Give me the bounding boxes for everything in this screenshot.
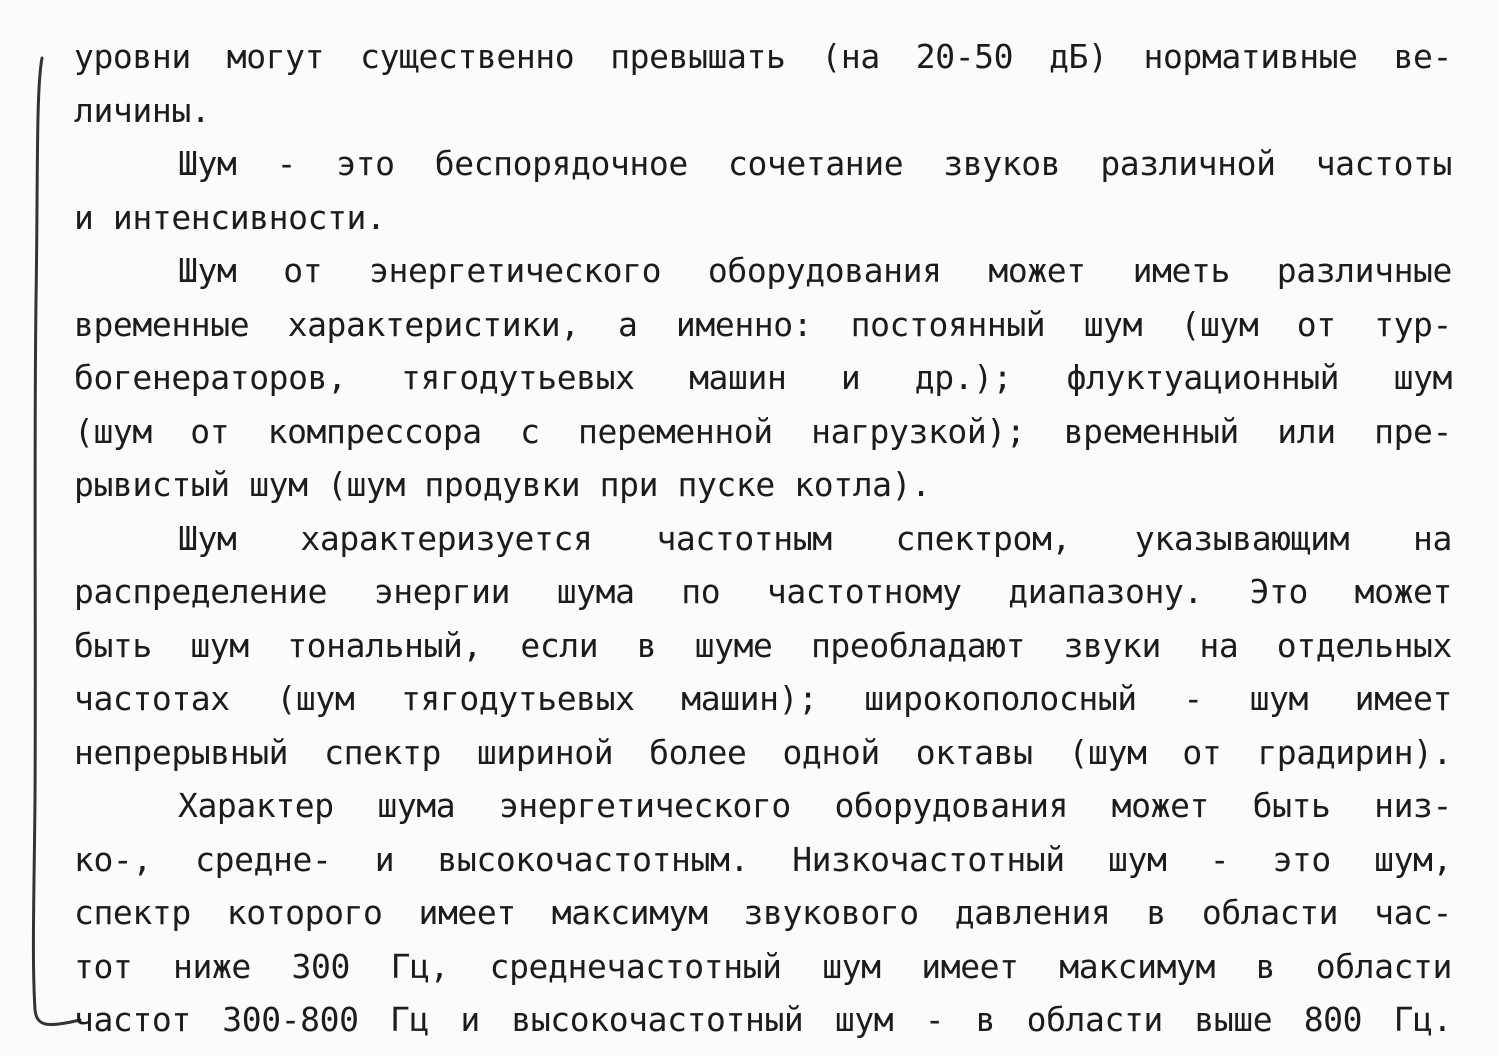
text-line: быть шум тональный, если в шуме преобладают звуки на отдельных bbox=[74, 625, 1452, 665]
text-line: уровни могут существенно превышать (на 20-50 дБ) нормативные ве- bbox=[74, 37, 1452, 76]
text-line: временные характеристики, а именно: постоянный шум (шум от тур- bbox=[74, 304, 1452, 344]
text-line: распределение энергии шума по частотному диапазону. Это может bbox=[74, 572, 1452, 611]
text-line: рывистый шум (шум продувки при пуске котла). bbox=[74, 465, 931, 504]
text-line: частот 300-800 Гц и высокочастотный шум - в области выше 800 Гц. bbox=[74, 1000, 1452, 1039]
text-line: (шум от компрессора с переменной нагрузкой); временный или пре- bbox=[74, 411, 1452, 451]
text-line: и интенсивности. bbox=[74, 197, 386, 237]
body-text bbox=[74, 30, 1452, 1047]
text-line: Характер шума энергетического оборудования может быть низ- bbox=[178, 786, 1452, 825]
text-line: Шум характеризуется частотным спектром, указывающим на bbox=[178, 518, 1452, 558]
text-line: тот ниже 300 Гц, среднечастотный шум имеет максимум в области bbox=[74, 946, 1452, 986]
cut-off-next-line bbox=[166, 1030, 185, 1056]
text-line: Шум от энергетического оборудования может иметь различные bbox=[178, 251, 1452, 290]
text-line: Шум - это беспорядочное сочетание звуков различной частоты bbox=[178, 144, 1452, 183]
text-line: личины. bbox=[74, 90, 211, 130]
text-line: непрерывный спектр шириной более одной октавы (шум от градирин). bbox=[74, 732, 1452, 772]
text-line: спектр которого имеет максимум звукового давления в области час- bbox=[74, 893, 1452, 932]
text-line: ко-, средне- и высокочастотным. Низкочастотный шум - это шум, bbox=[74, 839, 1452, 879]
text-line: частотах (шум тягодутьевых машин); широкополосный - шум имеет bbox=[74, 679, 1452, 718]
text-line: богенераторов, тягодутьевых машин и др.); флуктуационный шум bbox=[74, 358, 1452, 397]
